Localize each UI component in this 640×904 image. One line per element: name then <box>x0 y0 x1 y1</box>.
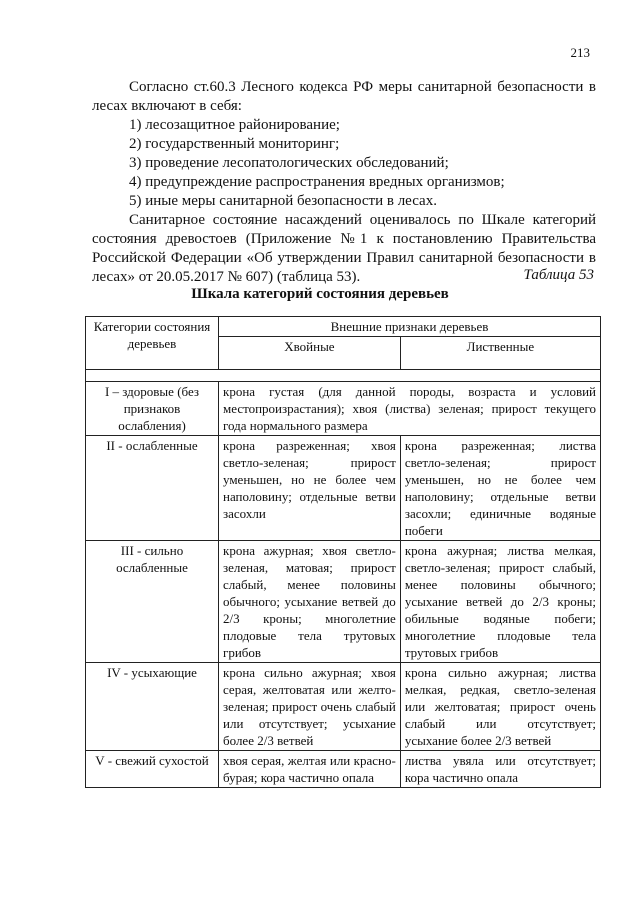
table-row <box>86 436 601 541</box>
list-item: 3) проведение лесопатологических обследований; <box>129 155 449 171</box>
category-cell: I – здоровые (без признаков ослабления) <box>86 382 219 436</box>
list-item: 2) государственный мониторинг; <box>129 136 340 152</box>
header-category: Категории состояния деревьев <box>86 317 219 370</box>
deciduous-cell: крона сильно ажурная; листва мелкая, редкая, светло-зеленая или желтоватая; прирост очень слабый или отсутствует; усыхание более 2/3 ветвей <box>400 663 600 751</box>
header-conifers: Хвойные <box>219 337 401 370</box>
list-item: 4) предупреждение распространения вредных организмов; <box>129 174 505 190</box>
category-cell: V - свежий сухостой <box>86 751 219 788</box>
intro-text <box>92 78 596 287</box>
conifers-cell: крона сильно ажурная; хвоя серая, желтоватая или желто-зеленая; прирост очень слабый или отсутствует; усыхание более 2/3 ветвей <box>219 663 401 751</box>
page-number: 213 <box>570 45 590 60</box>
combined-signs-cell: крона густая (для данной породы, возраста и условий местопроизрастания); хвоя (листва) зеленая; прирост текущего года нормального размера <box>219 382 601 436</box>
table-header-row <box>86 317 601 337</box>
deciduous-cell: крона разреженная; листва светло-зеленая; прирост уменьшен, но не более чем наполовину; отдельные ветви засохли; единичные водяные побеги <box>400 436 600 541</box>
header-deciduous: Лиственные <box>400 337 600 370</box>
table-spacer-row <box>86 370 601 382</box>
conifers-cell: крона разреженная; хвоя светло-зеленая; прирост уменьшен, но не более чем наполовину; отдельные ветви засохли <box>219 436 401 541</box>
header-external-signs: Внешние признаки деревьев <box>219 317 601 337</box>
spacer-cell <box>86 370 601 382</box>
table-row <box>86 751 601 788</box>
list-item: 1) лесозащитное районирование; <box>129 117 340 133</box>
paragraph-intro: Согласно ст.60.3 Лесного кодекса РФ меры санитарной безопасности в лесах включают в себя: <box>92 79 596 114</box>
deciduous-cell: крона ажурная; листва мелкая, светло-зеленая; прирост слабый, менее половины обычного; усыхание ветвей до 2/3 кроны; обильные водяные побеги; многолетние плодовые тела трутовых грибов <box>400 541 600 663</box>
category-cell: III - сильно ослабленные <box>86 541 219 663</box>
table-title: Шкала категорий состояния деревьев <box>191 286 449 302</box>
table-row <box>86 382 601 436</box>
paragraph-sanitary: Санитарное состояние насаждений оценивалось по Шкале категорий состояния древостоев (Приложение №1 к постановлению Правительства Российской Федерации «Об утверждении Правил санитарной безопасности в лесах» от 20.05.2017 № 607) (таблица 53). <box>92 212 596 285</box>
table-row <box>86 663 601 751</box>
list-item: 5) иные меры санитарной безопасности в лесах. <box>129 193 437 209</box>
table-row <box>86 541 601 663</box>
deciduous-cell: листва увяла или отсутствует; кора частично опала <box>400 751 600 788</box>
conifers-cell: хвоя серая, желтая или красно-бурая; кора частично опала <box>219 751 401 788</box>
category-cell: II - ослабленные <box>86 436 219 541</box>
condition-scale-table <box>85 316 601 788</box>
category-cell: IV - усыхающие <box>86 663 219 751</box>
table-caption: Таблица 53 <box>523 267 594 283</box>
conifers-cell: крона ажурная; хвоя светло-зеленая, матовая; прирост слабый, менее половины обычного; усыхание ветвей до 2/3 кроны; многолетние плодовые тела трутовых грибов <box>219 541 401 663</box>
